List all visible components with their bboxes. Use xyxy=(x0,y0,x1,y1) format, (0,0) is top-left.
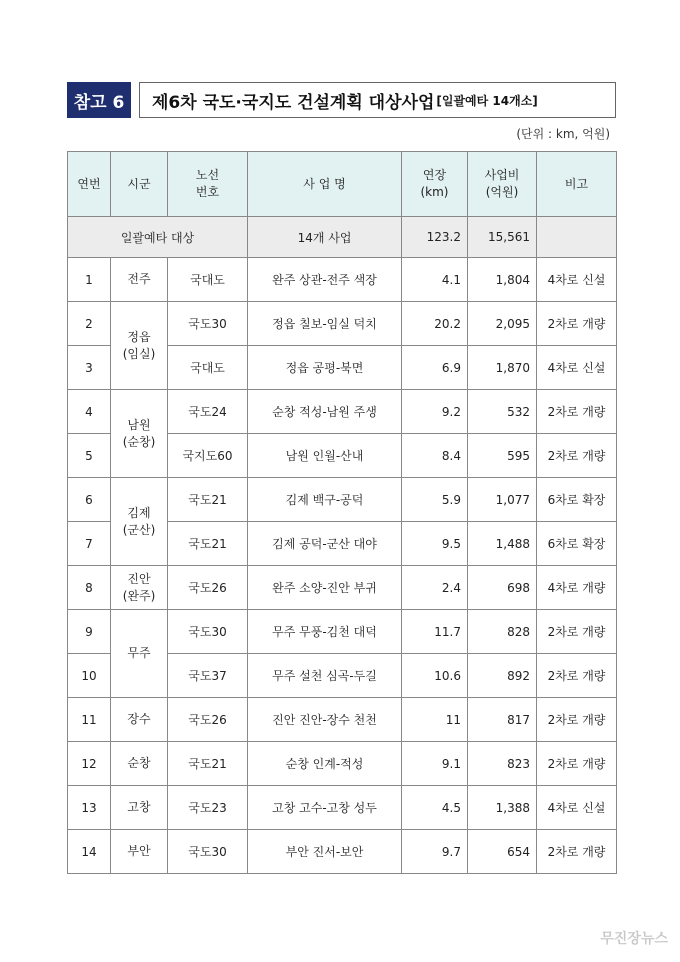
title-row xyxy=(67,82,616,118)
header-project-name: 사 업 명 xyxy=(248,152,402,217)
cell-project-name: 진안 진안-장수 천천 xyxy=(248,698,402,742)
project-table xyxy=(67,151,617,874)
table-row xyxy=(68,478,617,522)
cell-project-name: 완주 소양-진안 부귀 xyxy=(248,566,402,610)
table-row xyxy=(68,566,617,610)
cell-length: 11 xyxy=(402,698,468,742)
table-row xyxy=(68,742,617,786)
header-route: 노선 번호 xyxy=(168,152,248,217)
cell-project-name: 김제 공덕-군산 대야 xyxy=(248,522,402,566)
cell-cost: 532 xyxy=(468,390,537,434)
cell-route: 국도23 xyxy=(168,786,248,830)
cell-route: 국도37 xyxy=(168,654,248,698)
cell-note: 2차로 개량 xyxy=(537,654,617,698)
summary-count: 14개 사업 xyxy=(248,217,402,258)
cell-city: 전주 xyxy=(111,258,168,302)
cell-length: 9.5 xyxy=(402,522,468,566)
cell-city: 진안 (완주) xyxy=(111,566,168,610)
table-row xyxy=(68,786,617,830)
cell-no: 9 xyxy=(68,610,111,654)
cell-route: 국도24 xyxy=(168,390,248,434)
cell-project-name: 김제 백구-공덕 xyxy=(248,478,402,522)
cell-cost: 828 xyxy=(468,610,537,654)
cell-project-name: 부안 진서-보안 xyxy=(248,830,402,874)
summary-row xyxy=(68,217,617,258)
cell-city: 남원 (순창) xyxy=(111,390,168,478)
cell-no: 6 xyxy=(68,478,111,522)
cell-city: 장수 xyxy=(111,698,168,742)
summary-note xyxy=(537,217,617,258)
cell-no: 14 xyxy=(68,830,111,874)
cell-no: 12 xyxy=(68,742,111,786)
cell-cost: 823 xyxy=(468,742,537,786)
cell-city: 김제 (군산) xyxy=(111,478,168,566)
table-row xyxy=(68,610,617,654)
cell-note: 6차로 확장 xyxy=(537,522,617,566)
title-text: 제6차 국도·국지도 건설계획 대상사업 xyxy=(152,92,435,113)
watermark-logo: 무진장뉴스 xyxy=(600,931,668,947)
page-title xyxy=(139,82,616,118)
cell-project-name: 고창 고수-고창 성두 xyxy=(248,786,402,830)
cell-note: 2차로 개량 xyxy=(537,390,617,434)
cell-route: 국도30 xyxy=(168,302,248,346)
summary-label: 일괄예타 대상 xyxy=(68,217,248,258)
cell-route: 국도21 xyxy=(168,478,248,522)
cell-note: 4차로 신설 xyxy=(537,786,617,830)
cell-cost: 817 xyxy=(468,698,537,742)
cell-project-name: 완주 상관-전주 색장 xyxy=(248,258,402,302)
cell-route: 국도21 xyxy=(168,522,248,566)
cell-length: 20.2 xyxy=(402,302,468,346)
cell-route: 국도30 xyxy=(168,830,248,874)
table-row xyxy=(68,302,617,346)
cell-no: 3 xyxy=(68,346,111,390)
cell-length: 9.2 xyxy=(402,390,468,434)
cell-project-name: 정읍 칠보-임실 덕치 xyxy=(248,302,402,346)
cell-length: 8.4 xyxy=(402,434,468,478)
cell-length: 4.5 xyxy=(402,786,468,830)
cell-cost: 1,388 xyxy=(468,786,537,830)
cell-cost: 1,804 xyxy=(468,258,537,302)
cell-project-name: 정읍 공평-북면 xyxy=(248,346,402,390)
cell-project-name: 무주 설천 심곡-두길 xyxy=(248,654,402,698)
cell-no: 13 xyxy=(68,786,111,830)
title-subtext: [일괄예타 14개소] xyxy=(436,93,538,108)
table-header-row xyxy=(68,152,617,217)
header-cost: 사업비 (억원) xyxy=(468,152,537,217)
cell-cost: 595 xyxy=(468,434,537,478)
cell-length: 10.6 xyxy=(402,654,468,698)
cell-project-name: 무주 무풍-김천 대덕 xyxy=(248,610,402,654)
cell-length: 2.4 xyxy=(402,566,468,610)
cell-note: 2차로 개량 xyxy=(537,742,617,786)
cell-project-name: 남원 인월-산내 xyxy=(248,434,402,478)
cell-length: 6.9 xyxy=(402,346,468,390)
cell-cost: 698 xyxy=(468,566,537,610)
cell-cost: 1,870 xyxy=(468,346,537,390)
cell-length: 9.7 xyxy=(402,830,468,874)
cell-note: 2차로 개량 xyxy=(537,434,617,478)
cell-project-name: 순창 적성-남원 주생 xyxy=(248,390,402,434)
cell-cost: 654 xyxy=(468,830,537,874)
cell-route: 국도30 xyxy=(168,610,248,654)
cell-route: 국대도 xyxy=(168,258,248,302)
header-note: 비고 xyxy=(537,152,617,217)
cell-cost: 2,095 xyxy=(468,302,537,346)
table-row xyxy=(68,830,617,874)
cell-city: 부안 xyxy=(111,830,168,874)
cell-no: 1 xyxy=(68,258,111,302)
cell-note: 4차로 신설 xyxy=(537,258,617,302)
unit-label: (단위 : km, 억원) xyxy=(516,127,610,141)
cell-route: 국도26 xyxy=(168,566,248,610)
cell-no: 4 xyxy=(68,390,111,434)
cell-project-name: 순창 인계-적성 xyxy=(248,742,402,786)
cell-route: 국도26 xyxy=(168,698,248,742)
cell-cost: 1,488 xyxy=(468,522,537,566)
cell-no: 8 xyxy=(68,566,111,610)
cell-no: 10 xyxy=(68,654,111,698)
cell-no: 2 xyxy=(68,302,111,346)
header-no: 연번 xyxy=(68,152,111,217)
cell-note: 4차로 개량 xyxy=(537,566,617,610)
cell-cost: 1,077 xyxy=(468,478,537,522)
cell-note: 6차로 확장 xyxy=(537,478,617,522)
header-length: 연장 (km) xyxy=(402,152,468,217)
cell-city: 정읍 (임실) xyxy=(111,302,168,390)
cell-city: 순창 xyxy=(111,742,168,786)
table-row xyxy=(68,698,617,742)
cell-no: 7 xyxy=(68,522,111,566)
cell-note: 2차로 개량 xyxy=(537,610,617,654)
cell-note: 2차로 개량 xyxy=(537,302,617,346)
cell-city: 고창 xyxy=(111,786,168,830)
cell-length: 9.1 xyxy=(402,742,468,786)
cell-route: 국도21 xyxy=(168,742,248,786)
cell-route: 국지도60 xyxy=(168,434,248,478)
summary-cost: 15,561 xyxy=(468,217,537,258)
cell-note: 2차로 개량 xyxy=(537,698,617,742)
reference-badge: 참고 6 xyxy=(67,82,131,118)
table-row xyxy=(68,258,617,302)
cell-route: 국대도 xyxy=(168,346,248,390)
cell-no: 11 xyxy=(68,698,111,742)
cell-length: 11.7 xyxy=(402,610,468,654)
cell-note: 2차로 개량 xyxy=(537,830,617,874)
cell-length: 4.1 xyxy=(402,258,468,302)
table-row xyxy=(68,390,617,434)
cell-length: 5.9 xyxy=(402,478,468,522)
header-city: 시군 xyxy=(111,152,168,217)
summary-length: 123.2 xyxy=(402,217,468,258)
cell-note: 4차로 신설 xyxy=(537,346,617,390)
cell-cost: 892 xyxy=(468,654,537,698)
cell-city: 무주 xyxy=(111,610,168,698)
cell-no: 5 xyxy=(68,434,111,478)
